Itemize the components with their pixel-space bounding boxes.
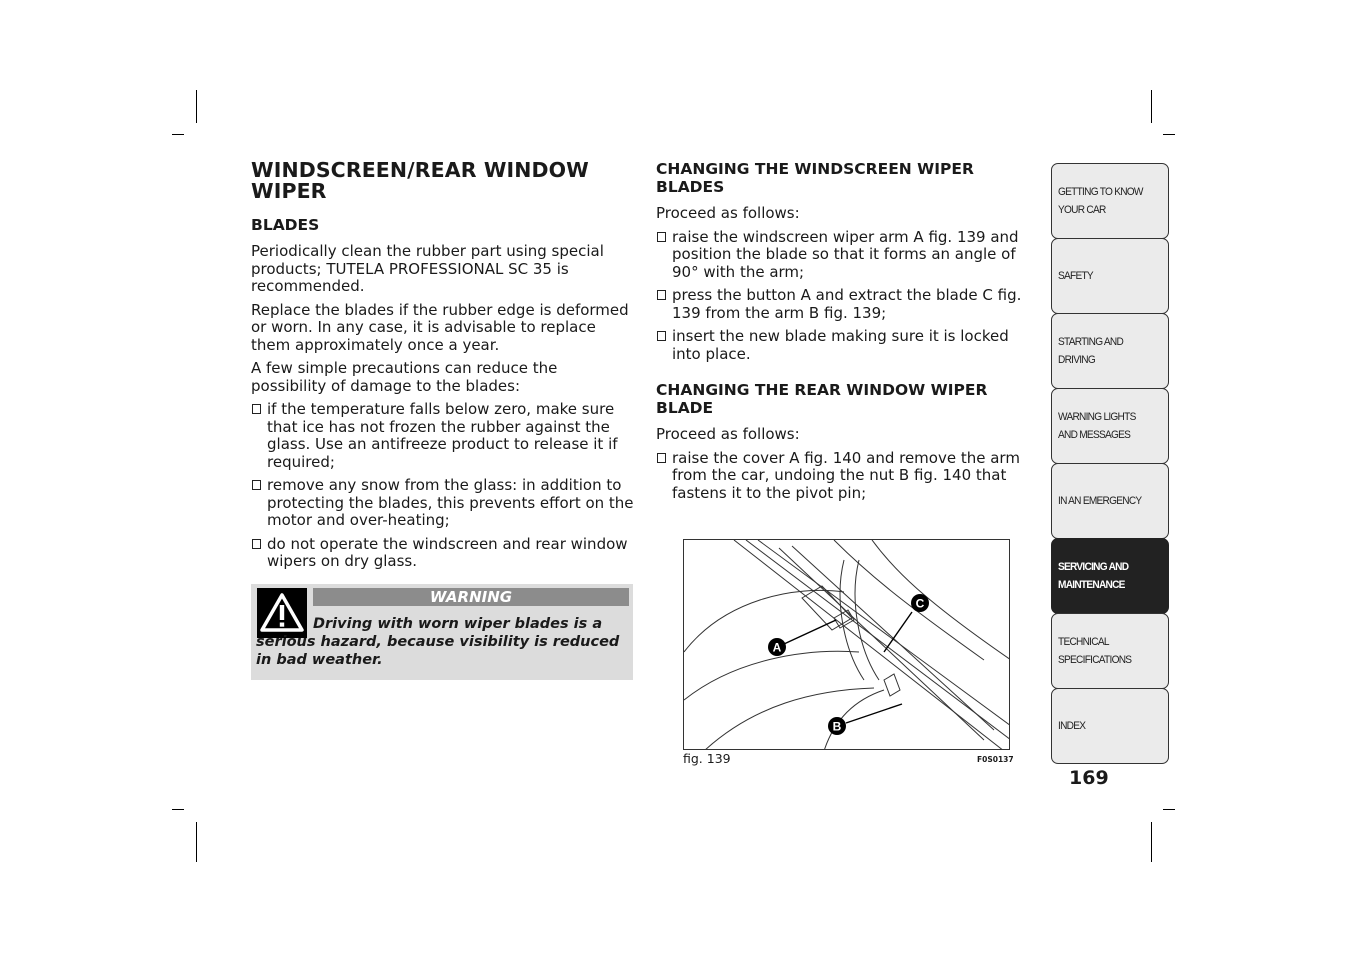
callout-b-label: B [832,719,842,734]
figure-code: F0S0137 [977,755,1014,764]
crop-mark [1151,90,1152,123]
tab-technical-specs[interactable] [1051,613,1169,689]
callout-b [828,717,846,735]
tab-index[interactable] [1051,688,1169,764]
figure-caption: fig. 139 [683,751,731,766]
wiper-illustration [684,540,1010,750]
crop-mark [196,822,197,862]
page-number: 169 [1069,767,1109,789]
tab-label: IN AN EMERGENCY [1058,495,1142,507]
wiper-figure [683,539,1010,750]
warning-heading: WARNING [313,588,629,606]
tab-emergency[interactable] [1051,463,1169,539]
paragraph: Replace the blades if the rubber edge is deformed or worn. In any case, it is advisable to replace them approximately once a year. [251,300,629,354]
list-item: raise the windscreen wiper arm A fig. 139 and position the blade so that it forms an angle of 90° with the arm; [656,229,1040,282]
warning-box [251,584,633,680]
precautions-list [251,401,635,571]
warning-text: Driving with worn wiper blades is a serious hazard, because visibility is reduced in bad weather. [256,616,620,668]
page-title: WINDSCREEN/REAR WINDOW WIPER [251,158,589,203]
list-item: press the button A and extract the blade C fig. 139 from the arm B fig. 139; [656,287,1040,322]
callout-a [768,638,786,656]
list-item: if the temperature falls below zero, make sure that ice has not frozen the rubber against the glass. Use an antifreeze product to release it if required; [251,401,635,471]
list-item: insert the new blade making sure it is locked into place. [656,328,1040,363]
list-item: do not operate the windscreen and rear window wipers on dry glass. [251,536,635,571]
callout-a-label: A [772,640,782,655]
crop-mark [172,809,184,810]
tab-label: GETTING TO KNOW YOUR CAR [1058,186,1143,216]
callout-c-label: C [915,596,925,611]
crop-mark [1163,134,1175,135]
tab-label: STARTING AND DRIVING [1058,336,1124,366]
rear-steps-list [656,450,1040,503]
windscreen-blade-heading: CHANGING THE WINDSCREEN WIPER BLADES [656,160,974,196]
tab-label: WARNING LIGHTS AND MESSAGES [1058,411,1136,441]
tab-label: TECHNICAL SPECIFICATIONS [1058,636,1132,666]
tab-starting-driving[interactable] [1051,313,1169,389]
tab-safety[interactable] [1051,238,1169,314]
callout-c [911,594,929,612]
windscreen-steps-list [656,229,1040,364]
tab-label: INDEX [1058,720,1086,732]
paragraph: Proceed as follows: [656,425,800,443]
crop-mark [1151,822,1152,862]
right-column [656,160,1040,508]
crop-mark [1163,809,1175,810]
paragraph: Proceed as follows: [656,204,800,222]
crop-mark [172,134,184,135]
left-column [251,160,635,577]
crop-mark [196,90,197,123]
tab-label: SAFETY [1058,270,1093,282]
paragraph: A few simple precautions can reduce the possibility of damage to the blades: [251,359,558,395]
tab-getting-to-know[interactable] [1051,163,1169,239]
tab-servicing[interactable] [1051,538,1169,614]
list-item: remove any snow from the glass: in addition to protecting the blades, this prevents effort on the motor and over-heating; [251,477,635,530]
tab-warning-lights[interactable] [1051,388,1169,464]
tab-label: SERVICING AND MAINTENANCE [1058,561,1129,591]
paragraph: Periodically clean the rubber part using special products; TUTELA PROFESSIONAL SC 35 is recommended. [251,242,604,295]
list-item: raise the cover A fig. 140 and remove the arm from the car, undoing the nut B fig. 140 that fastens it to the pivot pin; [656,450,1040,503]
blades-heading: BLADES [251,216,320,234]
rear-blade-heading: CHANGING THE REAR WINDOW WIPER BLADE [656,381,988,417]
